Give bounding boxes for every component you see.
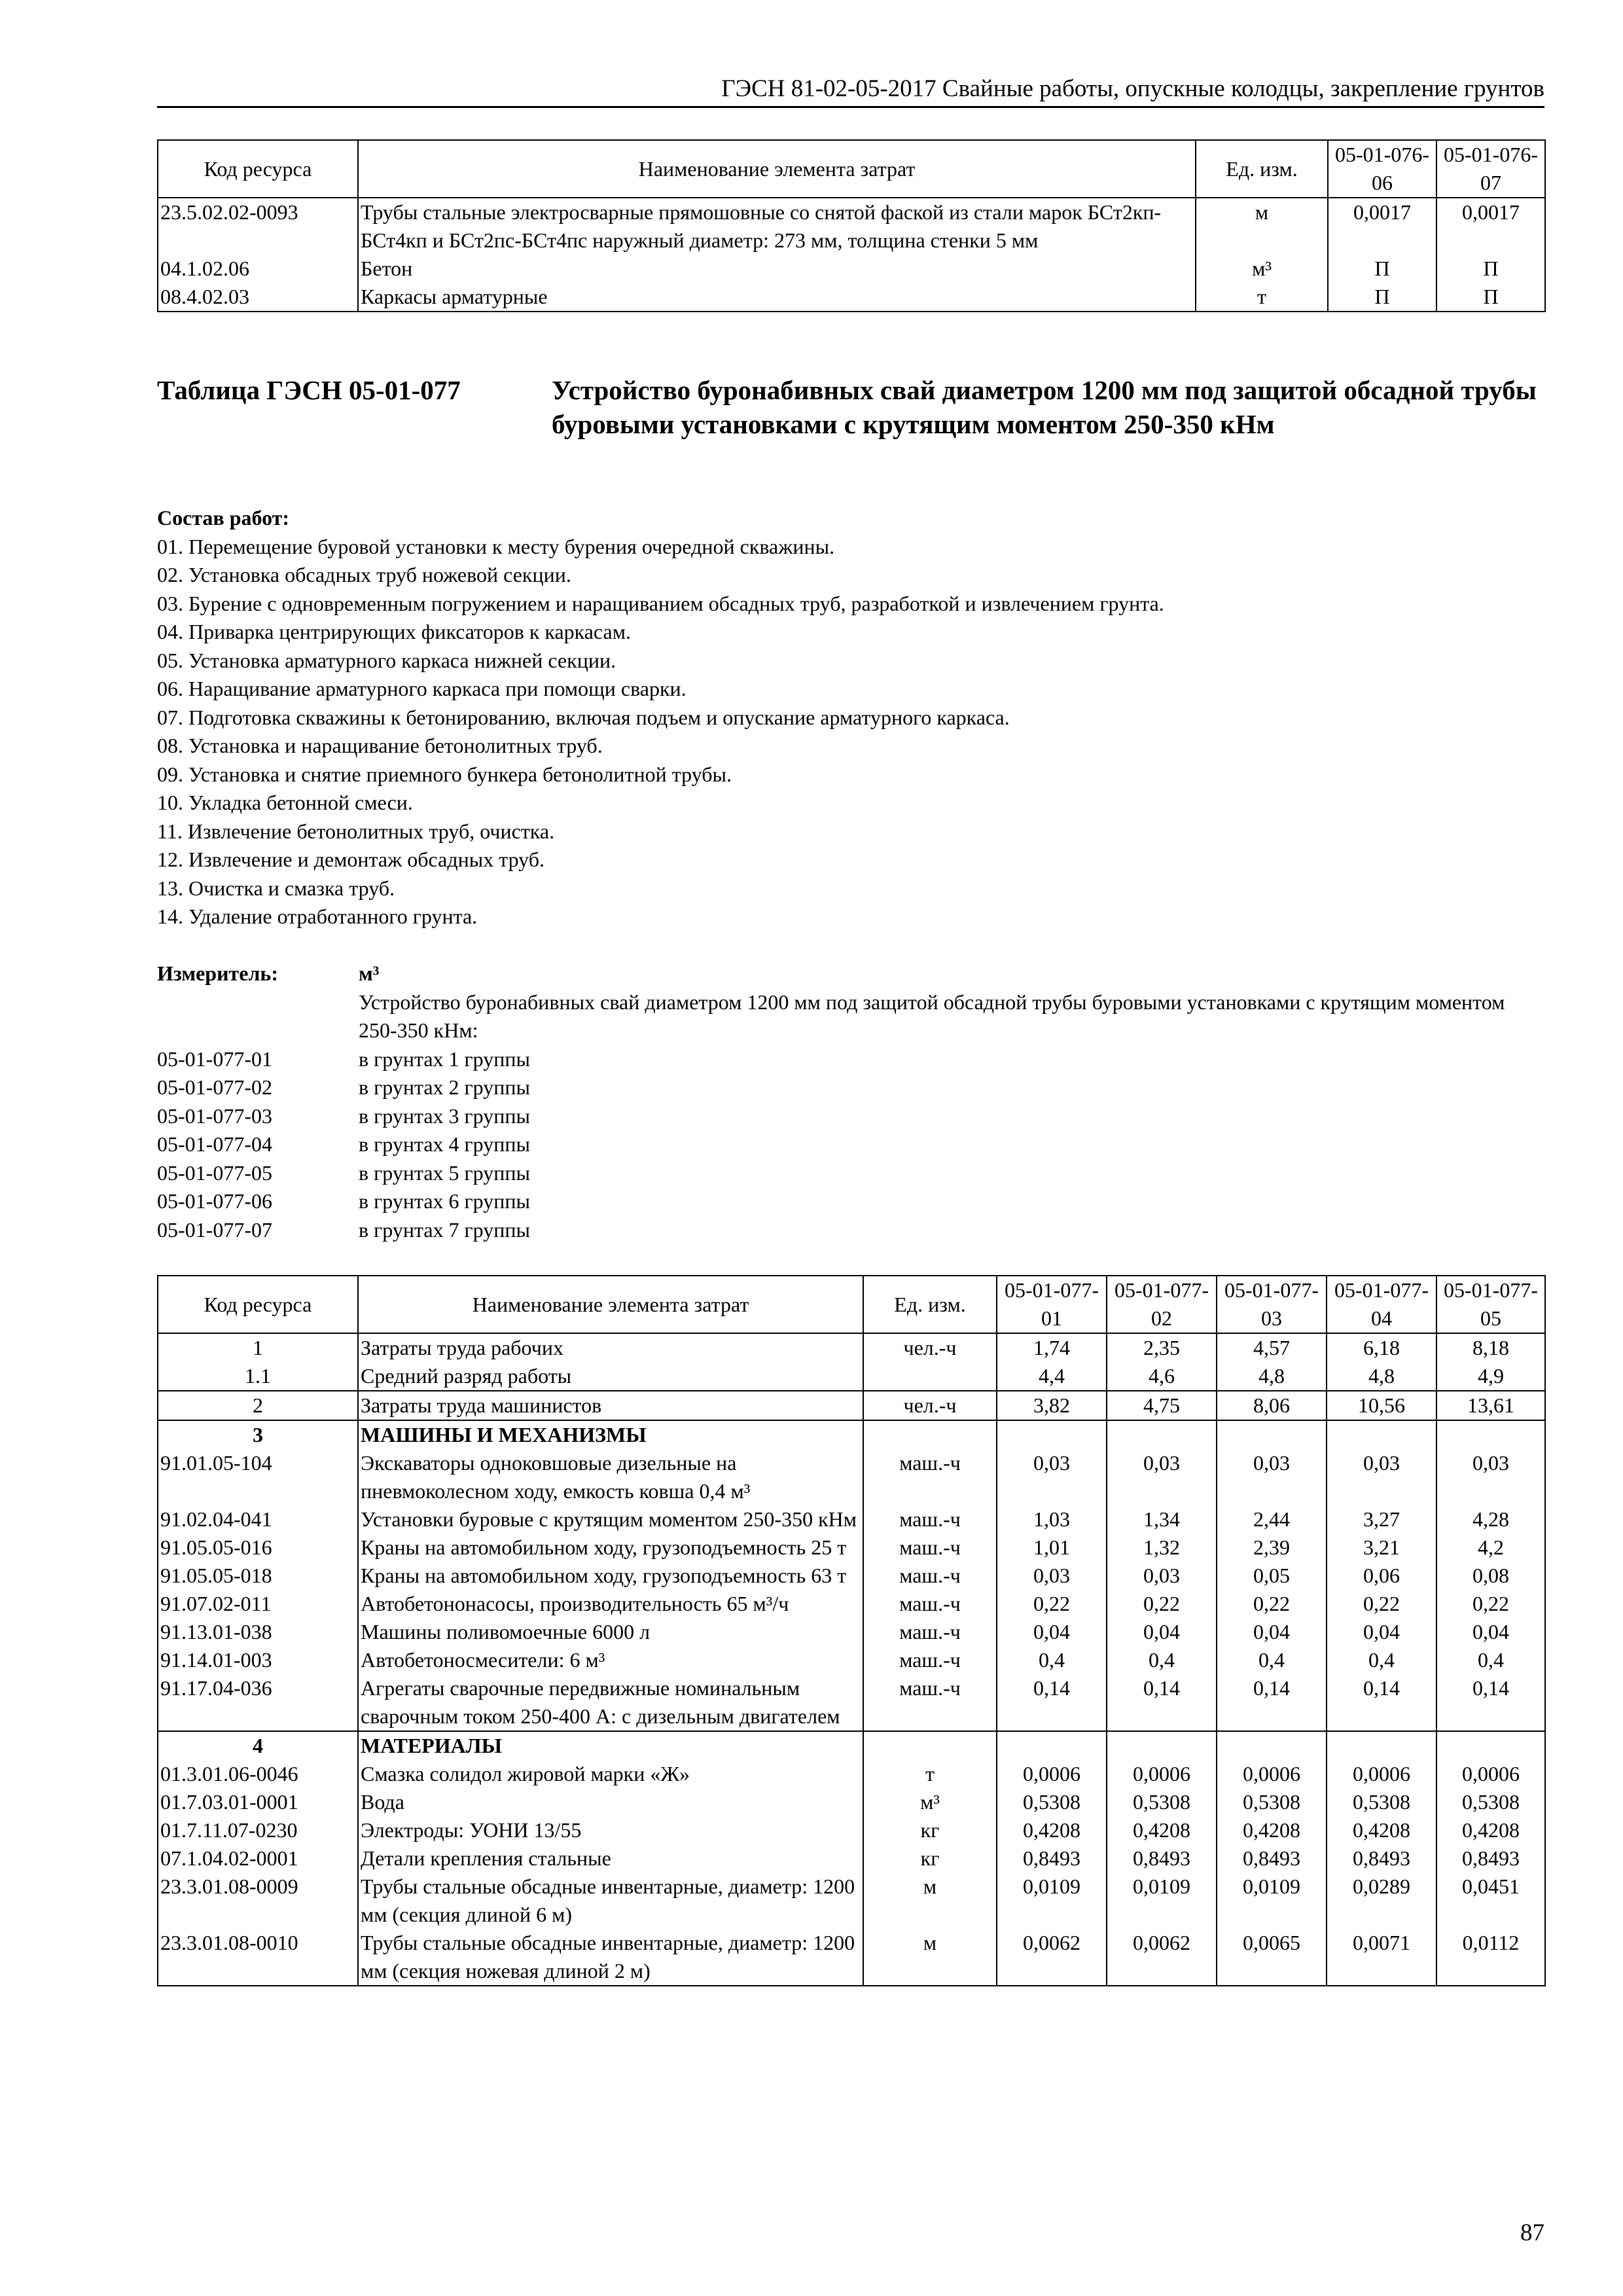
measure-code: 05-01-077-05	[157, 1160, 272, 1185]
resource-unit: маш.-ч	[863, 1674, 997, 1731]
resource-value: П	[1328, 283, 1436, 312]
resource-value: 4,8	[1217, 1362, 1327, 1391]
header-col3: 05-01-077-03	[1217, 1276, 1327, 1333]
resource-code: 07.1.04.02-0001	[158, 1844, 358, 1873]
resource-value: 0,22	[1327, 1590, 1436, 1618]
resource-value: П	[1328, 255, 1436, 283]
resource-name: Трубы стальные электросварные прямошовные со снятой фаской из стали марок БСт2кп-БСт4кп и БСт2пс-БСт4пс наружный диаметр: 273 мм, толщина стенки 5 мм	[358, 198, 1196, 255]
resource-value: 0,8493	[1217, 1844, 1327, 1873]
resource-value: 0,4	[1327, 1646, 1436, 1674]
resource-value: 0,04	[1217, 1618, 1327, 1646]
resource-code: 91.07.02-011	[158, 1590, 358, 1618]
measure-code: 05-01-077-04	[157, 1132, 272, 1156]
measure-list	[157, 1045, 1544, 1245]
table-row	[158, 1873, 1545, 1929]
resource-code: 91.02.04-041	[158, 1505, 358, 1534]
table-row	[158, 1449, 1545, 1505]
resource-value: 2,35	[1107, 1333, 1217, 1362]
resource-code: 91.13.01-038	[158, 1618, 358, 1646]
resource-code: 2	[158, 1391, 358, 1420]
resource-value: 0,04	[1327, 1618, 1436, 1646]
resource-name: Каркасы арматурные	[358, 283, 1196, 312]
resource-code: 91.01.05-104	[158, 1449, 358, 1505]
table-header-row	[158, 140, 1545, 198]
resource-unit: маш.-ч	[863, 1618, 997, 1646]
measure-text: в грунтах 3 группы	[359, 1103, 530, 1128]
resource-code: 91.17.04-036	[158, 1674, 358, 1731]
resource-value: 0,0062	[997, 1929, 1107, 1986]
header-code: Код ресурса	[158, 1276, 358, 1333]
resource-value: 4,9	[1436, 1362, 1545, 1391]
resource-unit: чел.-ч	[863, 1391, 997, 1420]
resource-value	[1436, 1731, 1545, 1760]
page-number: 87	[1520, 2219, 1544, 2246]
resource-value: 0,14	[997, 1674, 1107, 1731]
resource-name: Установки буровые с крутящим моментом 250-350 кНм	[358, 1505, 863, 1534]
resource-unit: чел.-ч	[863, 1333, 997, 1362]
table-row	[158, 283, 1545, 312]
resource-unit: маш.-ч	[863, 1505, 997, 1534]
resource-value	[1327, 1420, 1436, 1449]
table-row	[158, 1362, 1545, 1391]
work-item: 06. Наращивание арматурного каркаса при помощи сварки.	[157, 677, 687, 700]
resource-value: 0,05	[1217, 1562, 1327, 1590]
header-col1: 05-01-076-06	[1328, 140, 1436, 198]
work-list	[157, 533, 1544, 931]
resource-unit: м	[863, 1873, 997, 1929]
resource-code: 23.3.01.08-0009	[158, 1873, 358, 1929]
resource-code: 91.05.05-016	[158, 1534, 358, 1562]
resource-name: Детали крепления стальные	[358, 1844, 863, 1873]
resource-code: 04.1.02.06	[158, 255, 358, 283]
header-col5: 05-01-077-05	[1436, 1276, 1545, 1333]
resource-value: 1,34	[1107, 1505, 1217, 1534]
resource-value: 0,04	[1436, 1618, 1545, 1646]
measure-code: 05-01-077-07	[157, 1217, 272, 1242]
resource-value: 0,0006	[997, 1760, 1107, 1788]
resource-name: Затраты труда машинистов	[358, 1391, 863, 1420]
work-item: 10. Укладка бетонной смеси.	[157, 791, 413, 814]
resource-value: 2,39	[1217, 1534, 1327, 1562]
resource-value: 0,14	[1327, 1674, 1436, 1731]
table-row	[158, 1674, 1545, 1731]
resource-value: 0,8493	[1107, 1844, 1217, 1873]
resource-unit: м³	[1196, 255, 1328, 283]
resource-value: 1,32	[1107, 1534, 1217, 1562]
work-item: 04. Приварка центрирующих фиксаторов к каркасам.	[157, 620, 631, 643]
header-name: Наименование элемента затрат	[358, 1276, 863, 1333]
resource-value: 0,22	[1107, 1590, 1217, 1618]
work-item: 11. Извлечение бетонолитных труб, очистка.	[157, 819, 555, 843]
resource-value: 3,27	[1327, 1505, 1436, 1534]
resource-unit: т	[1196, 283, 1328, 312]
resource-name: Средний разряд работы	[358, 1362, 863, 1391]
resource-code: 91.14.01-003	[158, 1646, 358, 1674]
resource-code: 91.05.05-018	[158, 1562, 358, 1590]
resource-value: 4,6	[1107, 1362, 1217, 1391]
resource-value	[1217, 1731, 1327, 1760]
header-col4: 05-01-077-04	[1327, 1276, 1436, 1333]
resource-value	[1217, 1420, 1327, 1449]
resource-code: 23.3.01.08-0010	[158, 1929, 358, 1986]
resource-value: 0,04	[1107, 1618, 1217, 1646]
resource-value: 0,5308	[1436, 1788, 1545, 1816]
resource-name: Экскаваторы одноковшовые дизельные на пневмоколесном ходу, емкость ковша 0,4 м³	[358, 1449, 863, 1505]
resource-code: 01.7.11.07-0230	[158, 1816, 358, 1844]
resource-value: 0,4	[1436, 1646, 1545, 1674]
resource-value: 0,0006	[1327, 1760, 1436, 1788]
resource-value: 0,5308	[1107, 1788, 1217, 1816]
measure-code: 05-01-077-01	[157, 1047, 272, 1071]
resource-unit: м³	[863, 1788, 997, 1816]
table-row	[158, 1391, 1545, 1420]
running-header: ГЭСН 81-02-05-2017 Свайные работы, опускные колодцы, закрепление грунтов	[157, 73, 1544, 108]
measure-item	[157, 1130, 1544, 1159]
measure-item	[157, 1102, 1544, 1131]
resource-code: 01.7.03.01-0001	[158, 1788, 358, 1816]
resource-unit: кг	[863, 1844, 997, 1873]
resource-value	[997, 1420, 1107, 1449]
table-row	[158, 198, 1545, 255]
resource-unit: м	[1196, 198, 1328, 255]
resource-name: Смазка солидол жировой марки «Ж»	[358, 1760, 863, 1788]
work-item: 01. Перемещение буровой установки к месту бурения очередной скважины.	[157, 534, 835, 558]
resource-value: 0,4208	[1327, 1816, 1436, 1844]
resource-unit	[863, 1731, 997, 1760]
work-composition	[157, 504, 1544, 931]
measure-description-row	[157, 988, 1544, 1045]
resource-value: 0,0112	[1436, 1929, 1545, 1986]
measure-item	[157, 1045, 1544, 1074]
measure-code: 05-01-077-06	[157, 1189, 272, 1213]
header-code: Код ресурса	[158, 140, 358, 198]
resource-value: 0,0017	[1436, 198, 1545, 255]
table-header-row	[158, 1276, 1545, 1333]
header-col1: 05-01-077-01	[997, 1276, 1107, 1333]
resource-name: МАШИНЫ И МЕХАНИЗМЫ	[358, 1420, 863, 1449]
resource-code: 3	[158, 1420, 358, 1449]
resource-name: Электроды: УОНИ 13/55	[358, 1816, 863, 1844]
measure-item	[157, 1216, 1544, 1245]
resource-table-076	[157, 139, 1546, 312]
resource-value: 0,0065	[1217, 1929, 1327, 1986]
resource-value	[1327, 1731, 1436, 1760]
work-item: 03. Бурение с одновременным погружением и наращиванием обсадных труб, разработкой и извлечением грунта.	[157, 591, 1164, 615]
work-item: 14. Удаление отработанного грунта.	[157, 905, 478, 928]
resource-value: 0,03	[1107, 1562, 1217, 1590]
measure-item	[157, 1187, 1544, 1216]
table-row	[158, 1505, 1545, 1534]
resource-value	[1107, 1731, 1217, 1760]
resource-name: Трубы стальные обсадные инвентарные, диаметр: 1200 мм (секция ножевая длиной 2 м)	[358, 1929, 863, 1986]
resource-name: Краны на автомобильном ходу, грузоподъемность 25 т	[358, 1534, 863, 1562]
table-title: Устройство буронабивных свай диаметром 1200 мм под защитой обсадной трубы буровыми установками с крутящим моментом 250-350 кНм	[552, 375, 1537, 439]
measure-item	[157, 1073, 1544, 1102]
resource-value: 0,8493	[1327, 1844, 1436, 1873]
resource-value: 3,82	[997, 1391, 1107, 1420]
table-row	[158, 255, 1545, 283]
resource-value: 4,2	[1436, 1534, 1545, 1562]
resource-name: Краны на автомобильном ходу, грузоподъемность 63 т	[358, 1562, 863, 1590]
resource-value: 0,0071	[1327, 1929, 1436, 1986]
resource-value: 0,4208	[997, 1816, 1107, 1844]
resource-value: 3,21	[1327, 1534, 1436, 1562]
measure-text: в грунтах 5 группы	[359, 1160, 530, 1185]
resource-code: 08.4.02.03	[158, 283, 358, 312]
resource-value: 0,14	[1107, 1674, 1217, 1731]
resource-value: П	[1436, 255, 1545, 283]
resource-value: 6,18	[1327, 1333, 1436, 1362]
resource-unit	[863, 1362, 997, 1391]
resource-code: 01.3.01.06-0046	[158, 1760, 358, 1788]
resource-value: 0,8493	[997, 1844, 1107, 1873]
measure-description: Устройство буронабивных свай диаметром 1200 мм под защитой обсадной трубы буровыми установками с крутящим моментом 250-350 кНм:	[359, 990, 1505, 1042]
resource-value: 13,61	[1436, 1391, 1545, 1420]
resource-value: 0,22	[1436, 1590, 1545, 1618]
work-heading: Состав работ:	[157, 506, 290, 529]
work-item: 08. Установка и наращивание бетонолитных труб.	[157, 734, 603, 757]
resource-value: 0,0006	[1436, 1760, 1545, 1788]
resource-value: 0,22	[997, 1590, 1107, 1618]
resource-value: 0,03	[1217, 1449, 1327, 1505]
resource-value: 0,4208	[1217, 1816, 1327, 1844]
measure-unit: м³	[359, 961, 380, 985]
resource-table-077	[157, 1275, 1546, 1986]
resource-value: 0,4	[1107, 1646, 1217, 1674]
measure-text: в грунтах 6 группы	[359, 1189, 530, 1213]
resource-value: 0,5308	[1327, 1788, 1436, 1816]
resource-name: Автобетоносмесители: 6 м³	[358, 1646, 863, 1674]
resource-value: 0,4208	[1436, 1816, 1545, 1844]
work-item: 05. Установка арматурного каркаса нижней секции.	[157, 648, 616, 672]
resource-unit: м	[863, 1929, 997, 1986]
measure-text: в грунтах 1 группы	[359, 1047, 530, 1071]
resource-value: 4,4	[997, 1362, 1107, 1391]
work-item: 07. Подготовка скважины к бетонированию, включая подъем и опускание арматурного каркаса.	[157, 705, 1010, 729]
resource-unit: т	[863, 1760, 997, 1788]
table-row	[158, 1420, 1545, 1449]
table-row	[158, 1929, 1545, 1986]
resource-code: 4	[158, 1731, 358, 1760]
resource-value: 0,08	[1436, 1562, 1545, 1590]
table-row	[158, 1534, 1545, 1562]
resource-value: 1,74	[997, 1333, 1107, 1362]
header-col2: 05-01-077-02	[1107, 1276, 1217, 1333]
measure-item	[157, 1159, 1544, 1188]
header-unit: Ед. изм.	[863, 1276, 997, 1333]
work-item: 12. Извлечение и демонтаж обсадных труб.	[157, 848, 545, 871]
header-unit: Ед. изм.	[1196, 140, 1328, 198]
resource-name: Вода	[358, 1788, 863, 1816]
resource-value	[1107, 1420, 1217, 1449]
resource-value: 1,03	[997, 1505, 1107, 1534]
work-item: 13. Очистка и смазка труб.	[157, 876, 395, 900]
work-item: 09. Установка и снятие приемного бункера бетонолитной трубы.	[157, 762, 732, 786]
resource-value: 0,06	[1327, 1562, 1436, 1590]
table-row	[158, 1788, 1545, 1816]
resource-value: 4,75	[1107, 1391, 1217, 1420]
resource-value: 0,14	[1436, 1674, 1545, 1731]
resource-value: 0,0109	[1107, 1873, 1217, 1929]
resource-value: 0,14	[1217, 1674, 1327, 1731]
table-row	[158, 1333, 1545, 1362]
resource-value: 0,0062	[1107, 1929, 1217, 1986]
measure-text: в грунтах 7 группы	[359, 1217, 530, 1242]
resource-value: 8,06	[1217, 1391, 1327, 1420]
resource-unit: маш.-ч	[863, 1562, 997, 1590]
resource-unit: кг	[863, 1816, 997, 1844]
resource-value: 0,0109	[1217, 1873, 1327, 1929]
resource-unit: маш.-ч	[863, 1449, 997, 1505]
resource-code: 1	[158, 1333, 358, 1362]
measure-label: Измеритель:	[157, 961, 278, 985]
table-row	[158, 1590, 1545, 1618]
resource-value: 0,03	[1107, 1449, 1217, 1505]
measure-block	[157, 960, 1544, 1244]
table-row	[158, 1844, 1545, 1873]
resource-value: 10,56	[1327, 1391, 1436, 1420]
resource-name: Автобетононасосы, производительность 65 м³/ч	[358, 1590, 863, 1618]
resource-value: П	[1436, 283, 1545, 312]
resource-value: 0,03	[997, 1562, 1107, 1590]
resource-code: 1.1	[158, 1362, 358, 1391]
resource-value: 2,44	[1217, 1505, 1327, 1534]
header-col2: 05-01-076-07	[1436, 140, 1545, 198]
resource-value: 0,04	[997, 1618, 1107, 1646]
measure-row	[157, 960, 1544, 988]
resource-value: 0,03	[1436, 1449, 1545, 1505]
resource-value: 0,03	[1327, 1449, 1436, 1505]
resource-name: МАТЕРИАЛЫ	[358, 1731, 863, 1760]
resource-code: 23.5.02.02-0093	[158, 198, 358, 255]
work-item: 02. Установка обсадных труб ножевой секции.	[157, 563, 571, 586]
resource-value: 0,4208	[1107, 1816, 1217, 1844]
resource-value: 4,8	[1327, 1362, 1436, 1391]
measure-code: 05-01-077-02	[157, 1075, 272, 1099]
resource-value: 0,0006	[1217, 1760, 1327, 1788]
resource-value: 4,28	[1436, 1505, 1545, 1534]
resource-value: 0,03	[997, 1449, 1107, 1505]
resource-name: Машины поливомоечные 6000 л	[358, 1618, 863, 1646]
resource-value: 0,0017	[1328, 198, 1436, 255]
resource-unit: маш.-ч	[863, 1590, 997, 1618]
resource-name: Бетон	[358, 255, 1196, 283]
resource-unit: маш.-ч	[863, 1534, 997, 1562]
resource-value: 0,4	[997, 1646, 1107, 1674]
resource-value: 4,57	[1217, 1333, 1327, 1362]
table-row	[158, 1562, 1545, 1590]
resource-value	[1436, 1420, 1545, 1449]
resource-value: 1,01	[997, 1534, 1107, 1562]
table-row	[158, 1618, 1545, 1646]
table-row	[158, 1816, 1545, 1844]
measure-text: в грунтах 2 группы	[359, 1075, 530, 1099]
resource-value: 0,0006	[1107, 1760, 1217, 1788]
resource-unit: маш.-ч	[863, 1646, 997, 1674]
resource-unit	[863, 1420, 997, 1449]
resource-value	[997, 1731, 1107, 1760]
resource-value: 0,8493	[1436, 1844, 1545, 1873]
resource-value: 0,0289	[1327, 1873, 1436, 1929]
resource-value: 0,0109	[997, 1873, 1107, 1929]
resource-value: 8,18	[1436, 1333, 1545, 1362]
measure-text: в грунтах 4 группы	[359, 1132, 530, 1156]
measure-code: 05-01-077-03	[157, 1103, 272, 1128]
resource-value: 0,5308	[997, 1788, 1107, 1816]
resource-name: Агрегаты сварочные передвижные номинальным сварочным током 250-400 А: с дизельным двигателем	[358, 1674, 863, 1731]
resource-name: Затраты труда рабочих	[358, 1333, 863, 1362]
table-row	[158, 1760, 1545, 1788]
table-label: Таблица ГЭСН 05-01-077	[157, 375, 461, 405]
table-row	[158, 1731, 1545, 1760]
table-row	[158, 1646, 1545, 1674]
resource-value: 0,4	[1217, 1646, 1327, 1674]
header-name: Наименование элемента затрат	[358, 140, 1196, 198]
resource-value: 0,0451	[1436, 1873, 1545, 1929]
resource-value: 0,22	[1217, 1590, 1327, 1618]
resource-value: 0,5308	[1217, 1788, 1327, 1816]
resource-name: Трубы стальные обсадные инвентарные, диаметр: 1200 мм (секция длиной 6 м)	[358, 1873, 863, 1929]
